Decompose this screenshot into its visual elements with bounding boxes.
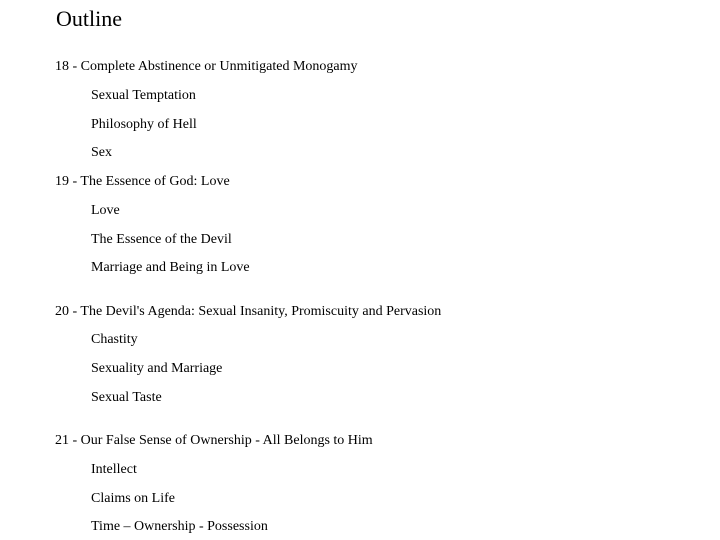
topic-item: Sexuality and Marriage bbox=[91, 361, 223, 376]
chapter-heading: 18 - Complete Abstinence or Unmitigated Monogamy bbox=[55, 59, 358, 74]
topic-item: Philosophy of Hell bbox=[91, 117, 197, 132]
topic-item: Sex bbox=[91, 145, 112, 160]
page-title: Outline bbox=[56, 6, 122, 31]
topic-item: Intellect bbox=[91, 462, 137, 477]
topic-item: Love bbox=[91, 203, 120, 218]
topic-item: Sexual Taste bbox=[91, 390, 162, 405]
topic-item: The Essence of the Devil bbox=[91, 232, 232, 247]
topic-item: Marriage and Being in Love bbox=[91, 260, 250, 275]
chapter-heading: 20 - The Devil's Agenda: Sexual Insanity, Promiscuity and Pervasion bbox=[55, 304, 442, 319]
topic-item: Claims on Life bbox=[91, 491, 175, 506]
topic-item: Chastity bbox=[91, 332, 138, 347]
topic-item: Time – Ownership - Possession bbox=[91, 519, 268, 534]
topic-item: Sexual Temptation bbox=[91, 88, 196, 103]
chapter-heading: 21 - Our False Sense of Ownership - All Belongs to Him bbox=[55, 433, 373, 448]
chapter-heading: 19 - The Essence of God: Love bbox=[55, 174, 230, 189]
